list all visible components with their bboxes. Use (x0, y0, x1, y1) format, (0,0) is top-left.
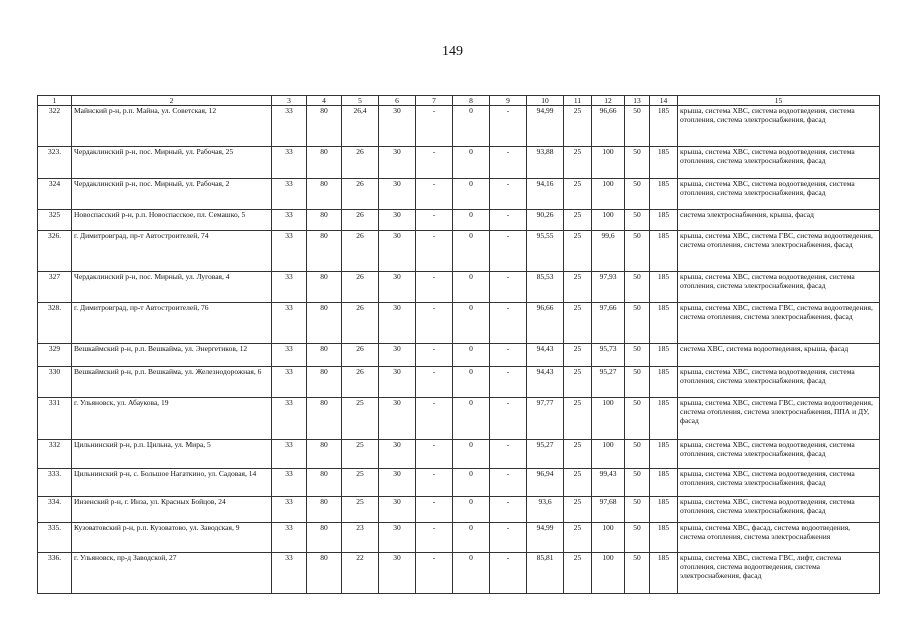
col5-cell: 26 (342, 210, 379, 231)
col14-cell: 185 (650, 179, 678, 210)
col10-cell: 96,66 (527, 303, 564, 344)
col13-cell: 50 (625, 179, 650, 210)
page-number: 149 (442, 44, 463, 59)
col11-cell: 25 (564, 231, 592, 272)
column-header: 8 (453, 96, 490, 106)
col5-cell: 25 (342, 398, 379, 440)
col5-cell: 26 (342, 303, 379, 344)
col3-cell: 33 (272, 367, 307, 398)
col4-cell: 80 (307, 147, 342, 179)
works-cell: крыша, система ХВС, система ГВС, лифт, система отопления, система водоотведения, система электроснабжения, фасад (678, 553, 880, 594)
works-cell: крыша, система ХВС, система водоотведения, система отопления, система электроснабжения, фасад (678, 147, 880, 179)
col10-cell: 85,53 (527, 272, 564, 303)
col13-cell: 50 (625, 231, 650, 272)
col11-cell: 25 (564, 210, 592, 231)
col10-cell: 95,27 (527, 440, 564, 469)
col4-cell: 80 (307, 440, 342, 469)
row-number: 330 (38, 367, 72, 398)
col14-cell: 185 (650, 523, 678, 553)
col8-cell: 0 (453, 523, 490, 553)
table-row (38, 398, 880, 440)
col4-cell: 80 (307, 303, 342, 344)
col4-cell: 80 (307, 523, 342, 553)
col7-cell: - (416, 106, 453, 147)
col13-cell: 50 (625, 398, 650, 440)
col5-cell: 26 (342, 179, 379, 210)
col10-cell: 97,77 (527, 398, 564, 440)
row-number: 329 (38, 344, 72, 367)
row-number: 323. (38, 147, 72, 179)
col7-cell: - (416, 231, 453, 272)
col6-cell: 30 (379, 179, 416, 210)
col4-cell: 80 (307, 367, 342, 398)
col8-cell: 0 (453, 210, 490, 231)
address-cell: Вешкаймский р-н, р.п. Вешкайма, ул. Железнодорожная, 6 (72, 367, 272, 398)
col6-cell: 30 (379, 106, 416, 147)
table-row (38, 272, 880, 303)
col14-cell: 185 (650, 147, 678, 179)
col8-cell: 0 (453, 272, 490, 303)
col3-cell: 33 (272, 147, 307, 179)
col9-cell: - (490, 523, 527, 553)
table-row (38, 440, 880, 469)
col9-cell: - (490, 367, 527, 398)
col5-cell: 26 (342, 147, 379, 179)
col4-cell: 80 (307, 469, 342, 497)
col13-cell: 50 (625, 440, 650, 469)
table-row (38, 147, 880, 179)
col5-cell: 26 (342, 272, 379, 303)
col12-cell: 100 (592, 210, 625, 231)
col7-cell: - (416, 147, 453, 179)
col10-cell: 93,6 (527, 497, 564, 523)
address-cell: г. Ульяновск, ул. Абаукова, 19 (72, 398, 272, 440)
column-header: 7 (416, 96, 453, 106)
col12-cell: 100 (592, 398, 625, 440)
col8-cell: 0 (453, 553, 490, 594)
col8-cell: 0 (453, 231, 490, 272)
col13-cell: 50 (625, 367, 650, 398)
col3-cell: 33 (272, 344, 307, 367)
col7-cell: - (416, 303, 453, 344)
col4-cell: 80 (307, 106, 342, 147)
col14-cell: 185 (650, 553, 678, 594)
col10-cell: 95,55 (527, 231, 564, 272)
col7-cell: - (416, 398, 453, 440)
col7-cell: - (416, 440, 453, 469)
col14-cell: 185 (650, 398, 678, 440)
column-header: 2 (72, 96, 272, 106)
col4-cell: 80 (307, 179, 342, 210)
col14-cell: 185 (650, 106, 678, 147)
col4-cell: 80 (307, 231, 342, 272)
column-header: 3 (272, 96, 307, 106)
address-cell: Вешкаймский р-н, р.п. Вешкайма, ул. Энергетиков, 12 (72, 344, 272, 367)
col11-cell: 25 (564, 367, 592, 398)
col11-cell: 25 (564, 272, 592, 303)
col14-cell: 185 (650, 231, 678, 272)
col3-cell: 33 (272, 553, 307, 594)
col11-cell: 25 (564, 147, 592, 179)
col12-cell: 97,93 (592, 272, 625, 303)
col8-cell: 0 (453, 344, 490, 367)
col13-cell: 50 (625, 210, 650, 231)
col10-cell: 94,43 (527, 344, 564, 367)
row-number: 331 (38, 398, 72, 440)
col7-cell: - (416, 179, 453, 210)
col5-cell: 26,4 (342, 106, 379, 147)
table-row (38, 231, 880, 272)
col6-cell: 30 (379, 469, 416, 497)
col6-cell: 30 (379, 497, 416, 523)
col12-cell: 97,66 (592, 303, 625, 344)
address-cell: г. Ульяновск, пр-д Заводской, 27 (72, 553, 272, 594)
col9-cell: - (490, 497, 527, 523)
works-cell: система ХВС, система водоотведения, крыша, фасад (678, 344, 880, 367)
table-row (38, 553, 880, 594)
col12-cell: 97,68 (592, 497, 625, 523)
works-cell: крыша, система ХВС, система водоотведения, система отопления, система электроснабжения, фасад (678, 106, 880, 147)
col3-cell: 33 (272, 398, 307, 440)
col14-cell: 185 (650, 210, 678, 231)
col7-cell: - (416, 523, 453, 553)
col11-cell: 25 (564, 398, 592, 440)
col8-cell: 0 (453, 398, 490, 440)
col11-cell: 25 (564, 440, 592, 469)
column-header: 9 (490, 96, 527, 106)
data-table (37, 95, 880, 594)
col7-cell: - (416, 344, 453, 367)
table-row (38, 469, 880, 497)
address-cell: Чердаклинский р-н, пос. Мирный, ул. Луговая, 4 (72, 272, 272, 303)
col13-cell: 50 (625, 523, 650, 553)
address-cell: Майнский р-н, р.п. Майна, ул. Советская, 12 (72, 106, 272, 147)
works-cell: крыша, система ХВС, система водоотведения, система отопления, система электроснабжения, фасад (678, 469, 880, 497)
row-number: 326. (38, 231, 72, 272)
col12-cell: 100 (592, 440, 625, 469)
col3-cell: 33 (272, 440, 307, 469)
col7-cell: - (416, 469, 453, 497)
row-number: 336. (38, 553, 72, 594)
col12-cell: 99,43 (592, 469, 625, 497)
col6-cell: 30 (379, 344, 416, 367)
col14-cell: 185 (650, 440, 678, 469)
table-row (38, 303, 880, 344)
col12-cell: 100 (592, 179, 625, 210)
works-cell: крыша, система ХВС, система водоотведения, система отопления, система электроснабжения, фасад (678, 272, 880, 303)
works-cell: крыша, система ХВС, система водоотведения, система отопления, система электроснабжения, фасад (678, 497, 880, 523)
col4-cell: 80 (307, 272, 342, 303)
col7-cell: - (416, 367, 453, 398)
col7-cell: - (416, 272, 453, 303)
col10-cell: 90,26 (527, 210, 564, 231)
works-cell: крыша, система ХВС, система водоотведения, система отопления, система электроснабжения, фасад (678, 179, 880, 210)
col8-cell: 0 (453, 367, 490, 398)
col7-cell: - (416, 553, 453, 594)
address-cell: Кузоватовский р-н, р.п. Кузоватово, ул. Заводская, 9 (72, 523, 272, 553)
col3-cell: 33 (272, 469, 307, 497)
col11-cell: 25 (564, 497, 592, 523)
col13-cell: 50 (625, 272, 650, 303)
col8-cell: 0 (453, 469, 490, 497)
col9-cell: - (490, 553, 527, 594)
col4-cell: 80 (307, 553, 342, 594)
col9-cell: - (490, 344, 527, 367)
col8-cell: 0 (453, 440, 490, 469)
col12-cell: 100 (592, 553, 625, 594)
col6-cell: 30 (379, 553, 416, 594)
row-number: 324 (38, 179, 72, 210)
col13-cell: 50 (625, 497, 650, 523)
col10-cell: 96,94 (527, 469, 564, 497)
col6-cell: 30 (379, 398, 416, 440)
header-row (38, 96, 880, 106)
column-header: 14 (650, 96, 678, 106)
col9-cell: - (490, 469, 527, 497)
col8-cell: 0 (453, 179, 490, 210)
col9-cell: - (490, 210, 527, 231)
col8-cell: 0 (453, 147, 490, 179)
col6-cell: 30 (379, 440, 416, 469)
col7-cell: - (416, 210, 453, 231)
col11-cell: 25 (564, 553, 592, 594)
table-body (38, 106, 880, 594)
address-cell: г. Димитровград, пр-т Автостроителей, 74 (72, 231, 272, 272)
column-header: 12 (592, 96, 625, 106)
col14-cell: 185 (650, 303, 678, 344)
table-row (38, 106, 880, 147)
works-cell: крыша, система ХВС, система ГВС, система водоотведения, система отопления, система электроснабжения, фасад (678, 231, 880, 272)
col6-cell: 30 (379, 272, 416, 303)
works-cell: крыша, система ХВС, система водоотведения, система отопления, система электроснабжения, фасад (678, 440, 880, 469)
col5-cell: 25 (342, 497, 379, 523)
col9-cell: - (490, 147, 527, 179)
col9-cell: - (490, 272, 527, 303)
col3-cell: 33 (272, 106, 307, 147)
col5-cell: 26 (342, 367, 379, 398)
works-cell: крыша, система ХВС, система ГВС, система водоотведения, система отопления, система электроснабжения, фасад (678, 303, 880, 344)
col3-cell: 33 (272, 179, 307, 210)
table-row (38, 523, 880, 553)
col4-cell: 80 (307, 497, 342, 523)
row-number: 322 (38, 106, 72, 147)
table-row (38, 497, 880, 523)
column-header: 5 (342, 96, 379, 106)
col5-cell: 23 (342, 523, 379, 553)
col10-cell: 93,88 (527, 147, 564, 179)
col14-cell: 185 (650, 272, 678, 303)
col11-cell: 25 (564, 523, 592, 553)
col6-cell: 30 (379, 367, 416, 398)
col12-cell: 100 (592, 523, 625, 553)
address-cell: г. Димитровград, пр-т Автостроителей, 76 (72, 303, 272, 344)
col3-cell: 33 (272, 231, 307, 272)
col6-cell: 30 (379, 147, 416, 179)
col10-cell: 94,43 (527, 367, 564, 398)
row-number: 325 (38, 210, 72, 231)
works-cell: система электроснабжения, крыша, фасад (678, 210, 880, 231)
address-cell: Цильнинский р-н, с. Большое Нагаткино, ул. Садовая, 14 (72, 469, 272, 497)
works-cell: крыша, система ХВС, система ГВС, система водоотведения, система отопления, система электроснабжения, ППА и ДУ, фасад (678, 398, 880, 440)
column-header: 1 (38, 96, 72, 106)
col13-cell: 50 (625, 553, 650, 594)
column-header: 4 (307, 96, 342, 106)
col5-cell: 26 (342, 344, 379, 367)
address-cell: Чердаклинский р-н, пос. Мирный, ул. Рабочая, 2 (72, 179, 272, 210)
col13-cell: 50 (625, 344, 650, 367)
column-header: 15 (678, 96, 880, 106)
col3-cell: 33 (272, 497, 307, 523)
works-cell: крыша, система ХВС, фасад, система водоотведения, система отопления, система электроснабжения (678, 523, 880, 553)
col9-cell: - (490, 179, 527, 210)
col4-cell: 80 (307, 210, 342, 231)
col5-cell: 25 (342, 469, 379, 497)
col9-cell: - (490, 231, 527, 272)
col7-cell: - (416, 497, 453, 523)
col13-cell: 50 (625, 303, 650, 344)
col12-cell: 99,6 (592, 231, 625, 272)
table-row (38, 344, 880, 367)
col9-cell: - (490, 303, 527, 344)
col12-cell: 96,66 (592, 106, 625, 147)
col9-cell: - (490, 440, 527, 469)
col10-cell: 85,81 (527, 553, 564, 594)
column-header: 10 (527, 96, 564, 106)
col5-cell: 22 (342, 553, 379, 594)
col14-cell: 185 (650, 367, 678, 398)
row-number: 328. (38, 303, 72, 344)
col14-cell: 185 (650, 344, 678, 367)
row-number: 335. (38, 523, 72, 553)
col13-cell: 50 (625, 106, 650, 147)
col4-cell: 80 (307, 344, 342, 367)
col14-cell: 185 (650, 469, 678, 497)
row-number: 333. (38, 469, 72, 497)
address-cell: Чердаклинский р-н, пос. Мирный, ул. Рабочая, 25 (72, 147, 272, 179)
col5-cell: 25 (342, 440, 379, 469)
row-number: 332 (38, 440, 72, 469)
col13-cell: 50 (625, 469, 650, 497)
col3-cell: 33 (272, 210, 307, 231)
row-number: 327 (38, 272, 72, 303)
col14-cell: 185 (650, 497, 678, 523)
column-header: 13 (625, 96, 650, 106)
col3-cell: 33 (272, 523, 307, 553)
col9-cell: - (490, 398, 527, 440)
col8-cell: 0 (453, 303, 490, 344)
col11-cell: 25 (564, 469, 592, 497)
col5-cell: 26 (342, 231, 379, 272)
table-row (38, 367, 880, 398)
col12-cell: 100 (592, 147, 625, 179)
col3-cell: 33 (272, 303, 307, 344)
col6-cell: 30 (379, 523, 416, 553)
col6-cell: 30 (379, 231, 416, 272)
address-cell: Инзенский р-н, г. Инза, ул. Красных Бойцов, 24 (72, 497, 272, 523)
col3-cell: 33 (272, 272, 307, 303)
col11-cell: 25 (564, 303, 592, 344)
col9-cell: - (490, 106, 527, 147)
table-row (38, 179, 880, 210)
column-header: 6 (379, 96, 416, 106)
column-header: 11 (564, 96, 592, 106)
col10-cell: 94,99 (527, 106, 564, 147)
table-row (38, 210, 880, 231)
col6-cell: 30 (379, 303, 416, 344)
address-cell: Цильнинский р-н, р.п. Цильна, ул. Мира, 5 (72, 440, 272, 469)
col13-cell: 50 (625, 147, 650, 179)
col4-cell: 80 (307, 398, 342, 440)
row-number: 334. (38, 497, 72, 523)
col6-cell: 30 (379, 210, 416, 231)
col11-cell: 25 (564, 344, 592, 367)
col11-cell: 25 (564, 179, 592, 210)
col11-cell: 25 (564, 106, 592, 147)
col10-cell: 94,99 (527, 523, 564, 553)
col8-cell: 0 (453, 497, 490, 523)
col8-cell: 0 (453, 106, 490, 147)
col12-cell: 95,73 (592, 344, 625, 367)
address-cell: Новоспасский р-н, р.п. Новоспасское, пл. Семашко, 5 (72, 210, 272, 231)
col12-cell: 95,27 (592, 367, 625, 398)
works-cell: крыша, система ХВС, система водоотведения, система отопления, система электроснабжения, фасад (678, 367, 880, 398)
col10-cell: 94,16 (527, 179, 564, 210)
